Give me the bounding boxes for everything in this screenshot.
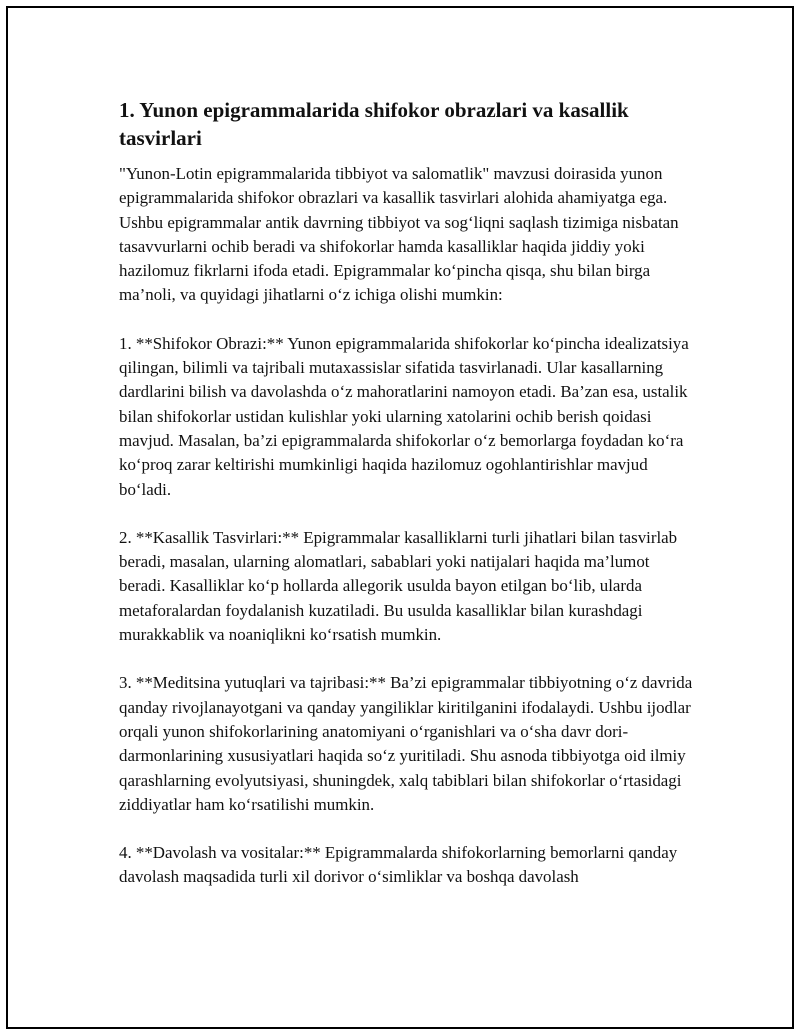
paragraph-medical-achievements: 3. **Meditsina yutuqlari va tajribasi:** Ba’zi epigrammalar tibbiyotning o‘z davrida qanday rivojlanayotgani va qanday yangiliklar kiritilganini ifodalaydi. Ushbu ijodlar orqali yunon shifokorlarining anatomiyani o‘rganishlari va o‘sha davr dori-darmonlarining xususiyatlari haqida so‘z yuritiladi. Shu asnoda tibbiyotga oid ilmiy qarashlarning evolyutsiyasi, shuningdek, xalq tabiblari bilan shifokorlar o‘rtasidagi ziddiyatlar ham ko‘rsatilishi mumkin. [119,673,693,814]
document-page [6,6,794,1029]
paragraph-disease-descriptions: 2. **Kasallik Tasvirlari:** Epigrammalar kasalliklarni turli jihatlari bilan tasvirlab beradi, masalan, ularning alomatlari, sabablari yoki natijalari haqida ma’lumot beradi. Kasalliklar ko‘p hollarda allegorik usulda bayon etilgan bo‘lib, ularda metaforalardan foydalanish kuzatiladi. Bu usulda kasalliklar bilan kurashdagi murakkablik va noaniqlikni ko‘rsatish mumkin. [119,527,678,645]
document-body [119,96,699,914]
intro-paragraph: "Yunon-Lotin epigrammalarida tibbiyot va salomatlik" mavzusi doirasida yunon epigrammalarida shifokor obrazlari va kasallik tasvirlari alohida ahamiyatga ega. Ushbu epigrammalar antik davrning tibbiyot va sog‘liqni saqlash tizimiga nisbatan tasavvurlarni ochib beradi va shifokorlar hamda kasalliklar haqida jiddiy yoki hazilomuz fikrlarni ifoda etadi. Epigrammalar ko‘pincha qisqa, shu bilan birga ma’noli, va quyidagi jihatlarni o‘z ichiga olishi mumkin: [119,164,679,305]
section-heading: 1. Yunon epigrammalarida shifokor obrazlari va kasallik tasvirlari [119,98,629,150]
paragraph-treatment-means: 4. **Davolash va vositalar:** Epigrammalarda shifokorlarning bemorlarni qanday davolash maqsadida turli xil dorivor o‘simliklar va boshqa davolash [119,843,678,887]
paragraph-doctor-image: 1. **Shifokor Obrazi:** Yunon epigrammalarida shifokorlar ko‘pincha idealizatsiya qilingan, bilimli va tajribali mutaxassislar sifatida tasvirlanadi. Ular kasallarning dardlarini bilish va davolashda o‘z mahoratlarini namoyon etadi. Ba’zan esa, ustalik bilan shifokorlar ustidan kulishlar yoki ularning xatolarini ochib berish qoidasi mavjud. Masalan, ba’zi epigrammalarda shifokorlar o‘z bemorlarga foydadan ko‘ra ko‘proq zarar keltirishi mumkinligi haqida hazilomuz ogohlantirishlar mavjud bo‘ladi. [119,333,689,499]
